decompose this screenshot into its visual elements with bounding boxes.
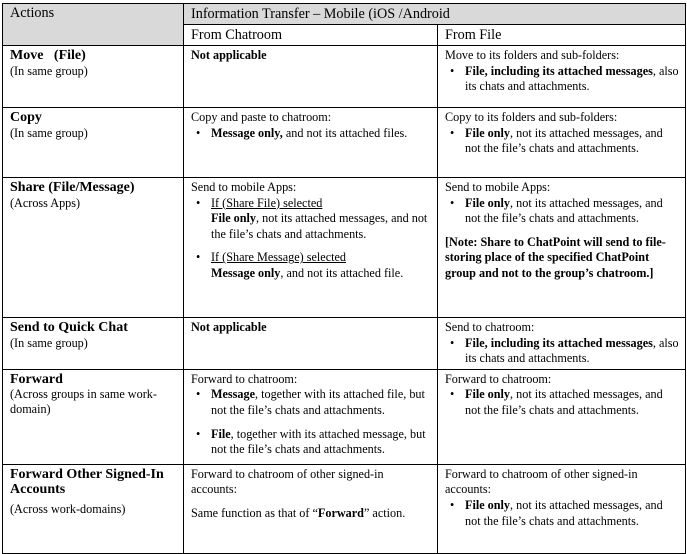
list-item: [445, 498, 680, 529]
bullet-list: [445, 64, 680, 95]
bullet-list: [445, 126, 680, 157]
bold-text: File only: [211, 211, 257, 226]
underlined-text: If (Share File) selected: [211, 195, 323, 210]
bullet-icon: •: [196, 125, 201, 140]
actions-column-header: Actions: [3, 4, 184, 46]
action-cell-forward: [3, 369, 184, 464]
table-row-copy: [3, 108, 686, 178]
list-item: [445, 64, 680, 95]
bold-text: File only: [465, 387, 511, 402]
bold-text: Forward: [317, 505, 364, 520]
bullet-icon: •: [450, 195, 455, 210]
list-item: [445, 196, 680, 227]
from-chatroom-header: From Chatroom: [184, 25, 438, 46]
cell-intro: Send to mobile Apps:: [445, 180, 551, 194]
list-item: [191, 427, 432, 458]
information-transfer-table: [2, 3, 686, 554]
cell-intro: Send to chatroom:: [445, 320, 535, 334]
item-text: , not its attached messages, and not the file’s chats and attachments.: [465, 497, 663, 528]
bullet-list: [445, 336, 680, 367]
information-transfer-header: Information Transfer – Mobile (iOS /Android: [184, 4, 686, 25]
bullet-list: [191, 387, 432, 457]
bullet-icon: •: [196, 250, 201, 265]
file-cell-forward: [438, 369, 686, 464]
bold-text: Message: [211, 387, 255, 402]
bullet-icon: •: [450, 335, 455, 350]
action-subtitle: (In same group): [10, 125, 88, 140]
list-item: [191, 250, 432, 281]
chatroom-cell-move: [184, 46, 438, 108]
action-title: Send to Quick Chat: [10, 320, 128, 335]
cell-intro: Forward to chatroom:: [445, 371, 552, 386]
action-cell-quick-chat: [3, 318, 184, 370]
cell-intro: Copy and paste to chatroom:: [191, 110, 332, 124]
item-text: ” action.: [363, 505, 406, 520]
chatroom-cell-share: [184, 178, 438, 318]
bullet-list: [445, 196, 680, 227]
action-subtitle: (Across Apps): [10, 195, 81, 210]
list-item: [445, 387, 680, 418]
not-applicable-text: Not applicable: [191, 48, 267, 62]
cell-intro: Send to mobile Apps:: [191, 180, 297, 194]
cell-intro: Forward to chatroom of other signed-in accounts:: [191, 466, 384, 497]
file-cell-share: [438, 178, 686, 318]
cell-intro: Forward to chatroom:: [191, 371, 298, 386]
item-text: , not its attached messages, and not the file’s chats and attachments.: [211, 211, 428, 241]
action-cell-forward-other: [3, 464, 184, 553]
from-file-header: From File: [438, 25, 686, 46]
bullet-list: [445, 387, 680, 418]
action-subtitle: (Across groups in same work-domain): [10, 387, 157, 417]
chatroom-cell-quick-chat: [184, 318, 438, 370]
bold-text: File only: [465, 497, 511, 512]
item-text: , also its chats and attachments.: [465, 335, 679, 366]
list-item: [191, 387, 432, 418]
bullet-icon: •: [450, 387, 455, 402]
bold-text: Message only,: [211, 125, 283, 140]
bold-text: File, including its attached messages: [465, 335, 653, 350]
bullet-icon: •: [196, 195, 201, 210]
chatroom-cell-copy: [184, 108, 438, 178]
bold-text: File: [211, 426, 231, 441]
file-cell-copy: [438, 108, 686, 178]
action-cell-move: [3, 46, 184, 108]
bullet-icon: •: [450, 125, 455, 140]
bullet-icon: •: [196, 387, 201, 402]
action-title: Share (File/Message): [10, 180, 135, 195]
action-subtitle: (In same group): [10, 335, 88, 350]
not-applicable-text: Not applicable: [191, 320, 267, 334]
bullet-icon: •: [450, 497, 455, 512]
table-row-quick-chat: [3, 318, 686, 370]
bold-text: File only: [465, 195, 511, 210]
item-text: , together with its attached message, but not the file’s chats and attachments.: [211, 426, 426, 457]
item-text: , also its chats and attachments.: [465, 63, 679, 94]
cell-intro: Move to its folders and sub-folders:: [445, 48, 620, 62]
item-text: , together with its attached file, but not the file’s chats and attachments.: [211, 387, 425, 417]
item-text: Same function as that of “: [191, 505, 318, 520]
action-cell-copy: [3, 108, 184, 178]
cell-intro: Copy to its folders and sub-folders:: [445, 110, 618, 124]
item-text: , not its attached messages, and not the file’s chats and attachments.: [465, 125, 663, 156]
action-subtitle: (In same group): [10, 63, 88, 78]
chatroom-cell-forward-other: [184, 464, 438, 553]
item-text: and not its attached files.: [282, 125, 408, 140]
bullet-icon: •: [450, 63, 455, 78]
list-item: [445, 336, 680, 367]
file-cell-move: [438, 46, 686, 108]
action-title: Forward Other Signed-In Accounts: [10, 466, 164, 498]
item-text: , and not its attached file.: [280, 265, 404, 280]
action-subtitle: (Across work-domains): [10, 501, 126, 516]
action-title: Copy: [10, 110, 42, 125]
bullet-list: [191, 126, 432, 142]
item-text: , not its attached messages, and not the file’s chats and attachments.: [465, 195, 663, 226]
table-row-forward: [3, 369, 686, 464]
cell-intro: Forward to chatroom of other signed-in accounts:: [445, 466, 638, 497]
action-title: Move (File): [10, 48, 86, 63]
file-cell-forward-other: [438, 464, 686, 553]
list-item: [445, 126, 680, 157]
table-row-move: [3, 46, 686, 108]
action-title: Forward: [10, 371, 63, 387]
share-note: [Note: Share to ChatPoint will send to file-storing place of the specified ChatPoint group and not to the group’s chatroom.]: [445, 234, 666, 280]
bullet-list: [191, 196, 432, 282]
bold-text: File, including its attached messages: [465, 63, 653, 78]
chatroom-cell-forward: [184, 369, 438, 464]
list-item: [191, 196, 432, 243]
item-text: , not its attached messages, and not the file’s chats and attachments.: [465, 387, 663, 417]
action-cell-share: [3, 178, 184, 318]
table-row-share: [3, 178, 686, 318]
bold-text: File only: [465, 125, 511, 140]
bullet-list: [445, 498, 680, 529]
list-item: [191, 126, 432, 142]
table-row-forward-other: [3, 464, 686, 553]
same-function-text: [191, 506, 432, 522]
bullet-icon: •: [196, 426, 201, 441]
file-cell-quick-chat: [438, 318, 686, 370]
underlined-text: If (Share Message) selected: [211, 250, 347, 265]
bold-text: Message only: [211, 265, 281, 280]
